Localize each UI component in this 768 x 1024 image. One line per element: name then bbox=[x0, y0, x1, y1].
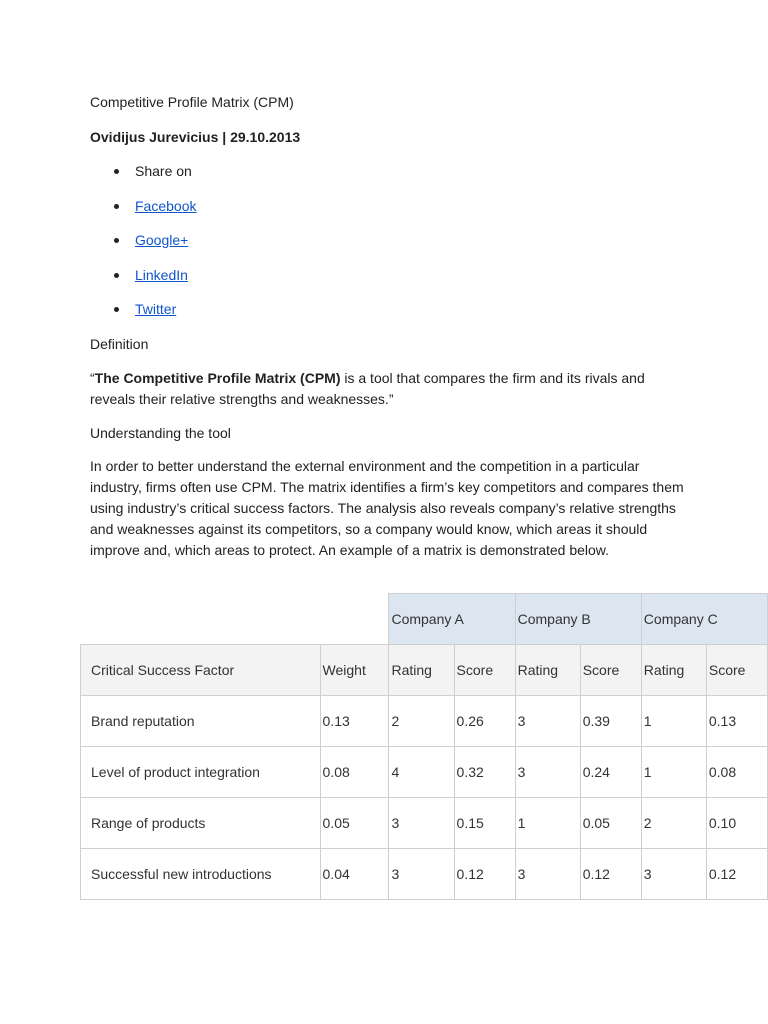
company-b-header: Company B bbox=[515, 594, 641, 645]
quote-open-mark: “ bbox=[90, 370, 95, 386]
table-cell: 0.08 bbox=[320, 747, 389, 798]
table-cell: 4 bbox=[389, 747, 454, 798]
definition-quote bbox=[90, 368, 690, 410]
column-header: Rating bbox=[515, 645, 580, 696]
table-cell: 3 bbox=[515, 696, 580, 747]
company-c-header: Company C bbox=[641, 594, 767, 645]
column-header: Score bbox=[454, 645, 515, 696]
company-a-header: Company A bbox=[389, 594, 515, 645]
table-cell: 2 bbox=[641, 798, 706, 849]
share-label: Share on bbox=[135, 163, 192, 179]
table-cell: 0.26 bbox=[454, 696, 515, 747]
table-cell: 0.32 bbox=[454, 747, 515, 798]
column-header: Rating bbox=[641, 645, 706, 696]
linkedin-link[interactable]: LinkedIn bbox=[135, 266, 188, 283]
table-cell: 0.12 bbox=[580, 849, 641, 900]
table-cell: 0.15 bbox=[454, 798, 515, 849]
table-cell: 0.04 bbox=[320, 849, 389, 900]
company-header-row bbox=[81, 594, 768, 645]
googleplus-link[interactable]: Google+ bbox=[135, 232, 189, 248]
twitter-link[interactable]: Twitter bbox=[135, 301, 177, 317]
facebook-link[interactable]: Facebook bbox=[135, 197, 197, 214]
share-item-twitter bbox=[90, 299, 196, 334]
table-cell: 1 bbox=[641, 696, 706, 747]
table-cell: 0.10 bbox=[706, 798, 767, 849]
table-cell: 3 bbox=[389, 798, 454, 849]
table-cell: 3 bbox=[389, 849, 454, 900]
document-title: Competitive Profile Matrix (CPM) bbox=[90, 94, 294, 110]
column-header: Rating bbox=[389, 645, 454, 696]
column-header-row bbox=[81, 645, 768, 696]
author-date-byline: Ovidijus Jurevicius | 29.10.2013 bbox=[90, 129, 301, 145]
table-cell: 0.12 bbox=[454, 849, 515, 900]
table-cell: 0.05 bbox=[580, 798, 641, 849]
body-paragraph: In order to better understand the external environment and the competition in a particular industry, firms often use CPM. The matrix identifies a firm’s key competitors and compares them using industry’s critical success factors. The analysis also reveals company’s relative strengths and weaknesses against its competitors, so a company would know, which areas it should improve and, which areas to protect. An example of a matrix is demonstrated below. bbox=[90, 458, 684, 558]
table-row bbox=[81, 849, 768, 900]
table-cell: 1 bbox=[641, 747, 706, 798]
column-header: Score bbox=[706, 645, 767, 696]
table-cell: 0.13 bbox=[320, 696, 389, 747]
table-cell: 0.24 bbox=[580, 747, 641, 798]
table-row bbox=[81, 747, 768, 798]
table-cell: Brand reputation bbox=[81, 696, 321, 747]
column-header: Score bbox=[580, 645, 641, 696]
table-cell: 0.13 bbox=[706, 696, 767, 747]
table-cell: Level of product integration bbox=[81, 747, 321, 798]
column-header: Critical Success Factor bbox=[81, 645, 321, 696]
table-cell: Range of products bbox=[81, 798, 321, 849]
table-cell: Successful new introductions bbox=[81, 849, 321, 900]
share-item-linkedin bbox=[90, 265, 196, 300]
table-cell: 2 bbox=[389, 696, 454, 747]
table-cell: 0.12 bbox=[706, 849, 767, 900]
column-header: Weight bbox=[320, 645, 389, 696]
cpm-table bbox=[80, 593, 768, 900]
table-cell: 0.05 bbox=[320, 798, 389, 849]
share-item-googleplus bbox=[90, 230, 196, 265]
share-list bbox=[90, 161, 196, 334]
share-label-item bbox=[90, 161, 196, 196]
quote-bold-term: The Competitive Profile Matrix (CPM) bbox=[94, 370, 341, 386]
table-cell: 1 bbox=[515, 798, 580, 849]
table-cell: 0.39 bbox=[580, 696, 641, 747]
table-cell: 3 bbox=[515, 747, 580, 798]
understanding-heading: Understanding the tool bbox=[90, 425, 231, 441]
table-cell: 3 bbox=[515, 849, 580, 900]
table-cell: 0.08 bbox=[706, 747, 767, 798]
blank-header-cell bbox=[81, 594, 389, 645]
table-row bbox=[81, 798, 768, 849]
table-row bbox=[81, 696, 768, 747]
definition-heading: Definition bbox=[90, 336, 149, 352]
quote-rest: is a tool that compares the firm and its rivals and reveals their relative strengths and weaknesses.” bbox=[90, 370, 645, 407]
table-cell: 3 bbox=[641, 849, 706, 900]
share-item-facebook bbox=[90, 196, 196, 231]
